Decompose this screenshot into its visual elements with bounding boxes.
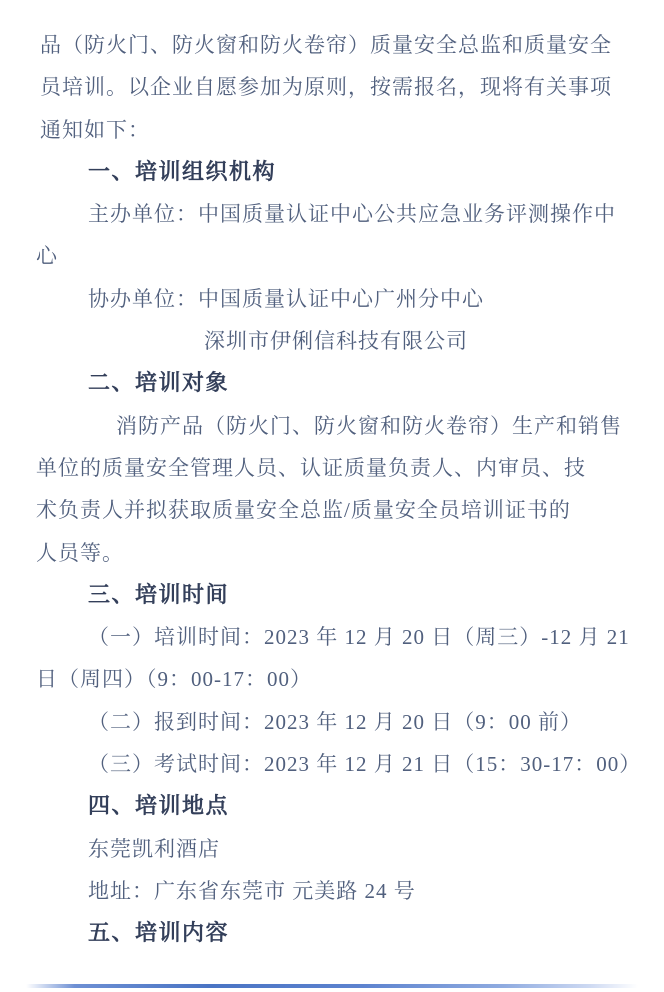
document-line: 单位的质量安全管理人员、认证质量负责人、内审员、技 xyxy=(36,455,586,480)
document-line: 地址：广东省东莞市 元美路 24 号 xyxy=(88,878,416,903)
document-line: 心 xyxy=(36,244,58,269)
document-line: （三）考试时间：2023 年 12 月 21 日（15：30-17：00） xyxy=(88,752,642,777)
scan-artifact-line xyxy=(26,984,638,988)
section-heading: 四、培训地点 xyxy=(88,793,230,819)
document-line: （一）培训时间：2023 年 12 月 20 日（周三）-12 月 21 xyxy=(88,625,630,650)
document-line: 深圳市伊俐信科技有限公司 xyxy=(204,329,468,354)
section-heading: 五、培训内容 xyxy=(88,920,230,946)
document-line: 消防产品（防火门、防火窗和防火卷帘）生产和销售 xyxy=(116,413,622,438)
document-line: 人员等。 xyxy=(36,540,124,565)
document-line: 通知如下： xyxy=(40,117,150,142)
document-body xyxy=(36,24,650,955)
document-line: 日（周四）（9：00-17：00） xyxy=(36,667,312,692)
document-line: 主办单位：中国质量认证中心公共应急业务评测操作中 xyxy=(88,202,616,227)
document-line: 员培训。以企业自愿参加为原则，按需报名，现将有关事项 xyxy=(40,75,612,100)
section-heading: 二、培训对象 xyxy=(88,370,230,396)
section-heading: 三、培训时间 xyxy=(88,581,230,607)
document-line: 协办单位：中国质量认证中心广州分中心 xyxy=(88,286,484,311)
document-line: 术负责人并拟获取质量安全总监/质量安全员培训证书的 xyxy=(36,498,571,523)
section-heading: 一、培训组织机构 xyxy=(88,158,277,184)
document-line: 品（防火门、防火窗和防火卷帘）质量安全总监和质量安全 xyxy=(40,33,612,57)
document-line: 东莞凯利酒店 xyxy=(88,836,220,861)
document-line: （二）报到时间：2023 年 12 月 20 日（9：00 前） xyxy=(88,709,582,734)
